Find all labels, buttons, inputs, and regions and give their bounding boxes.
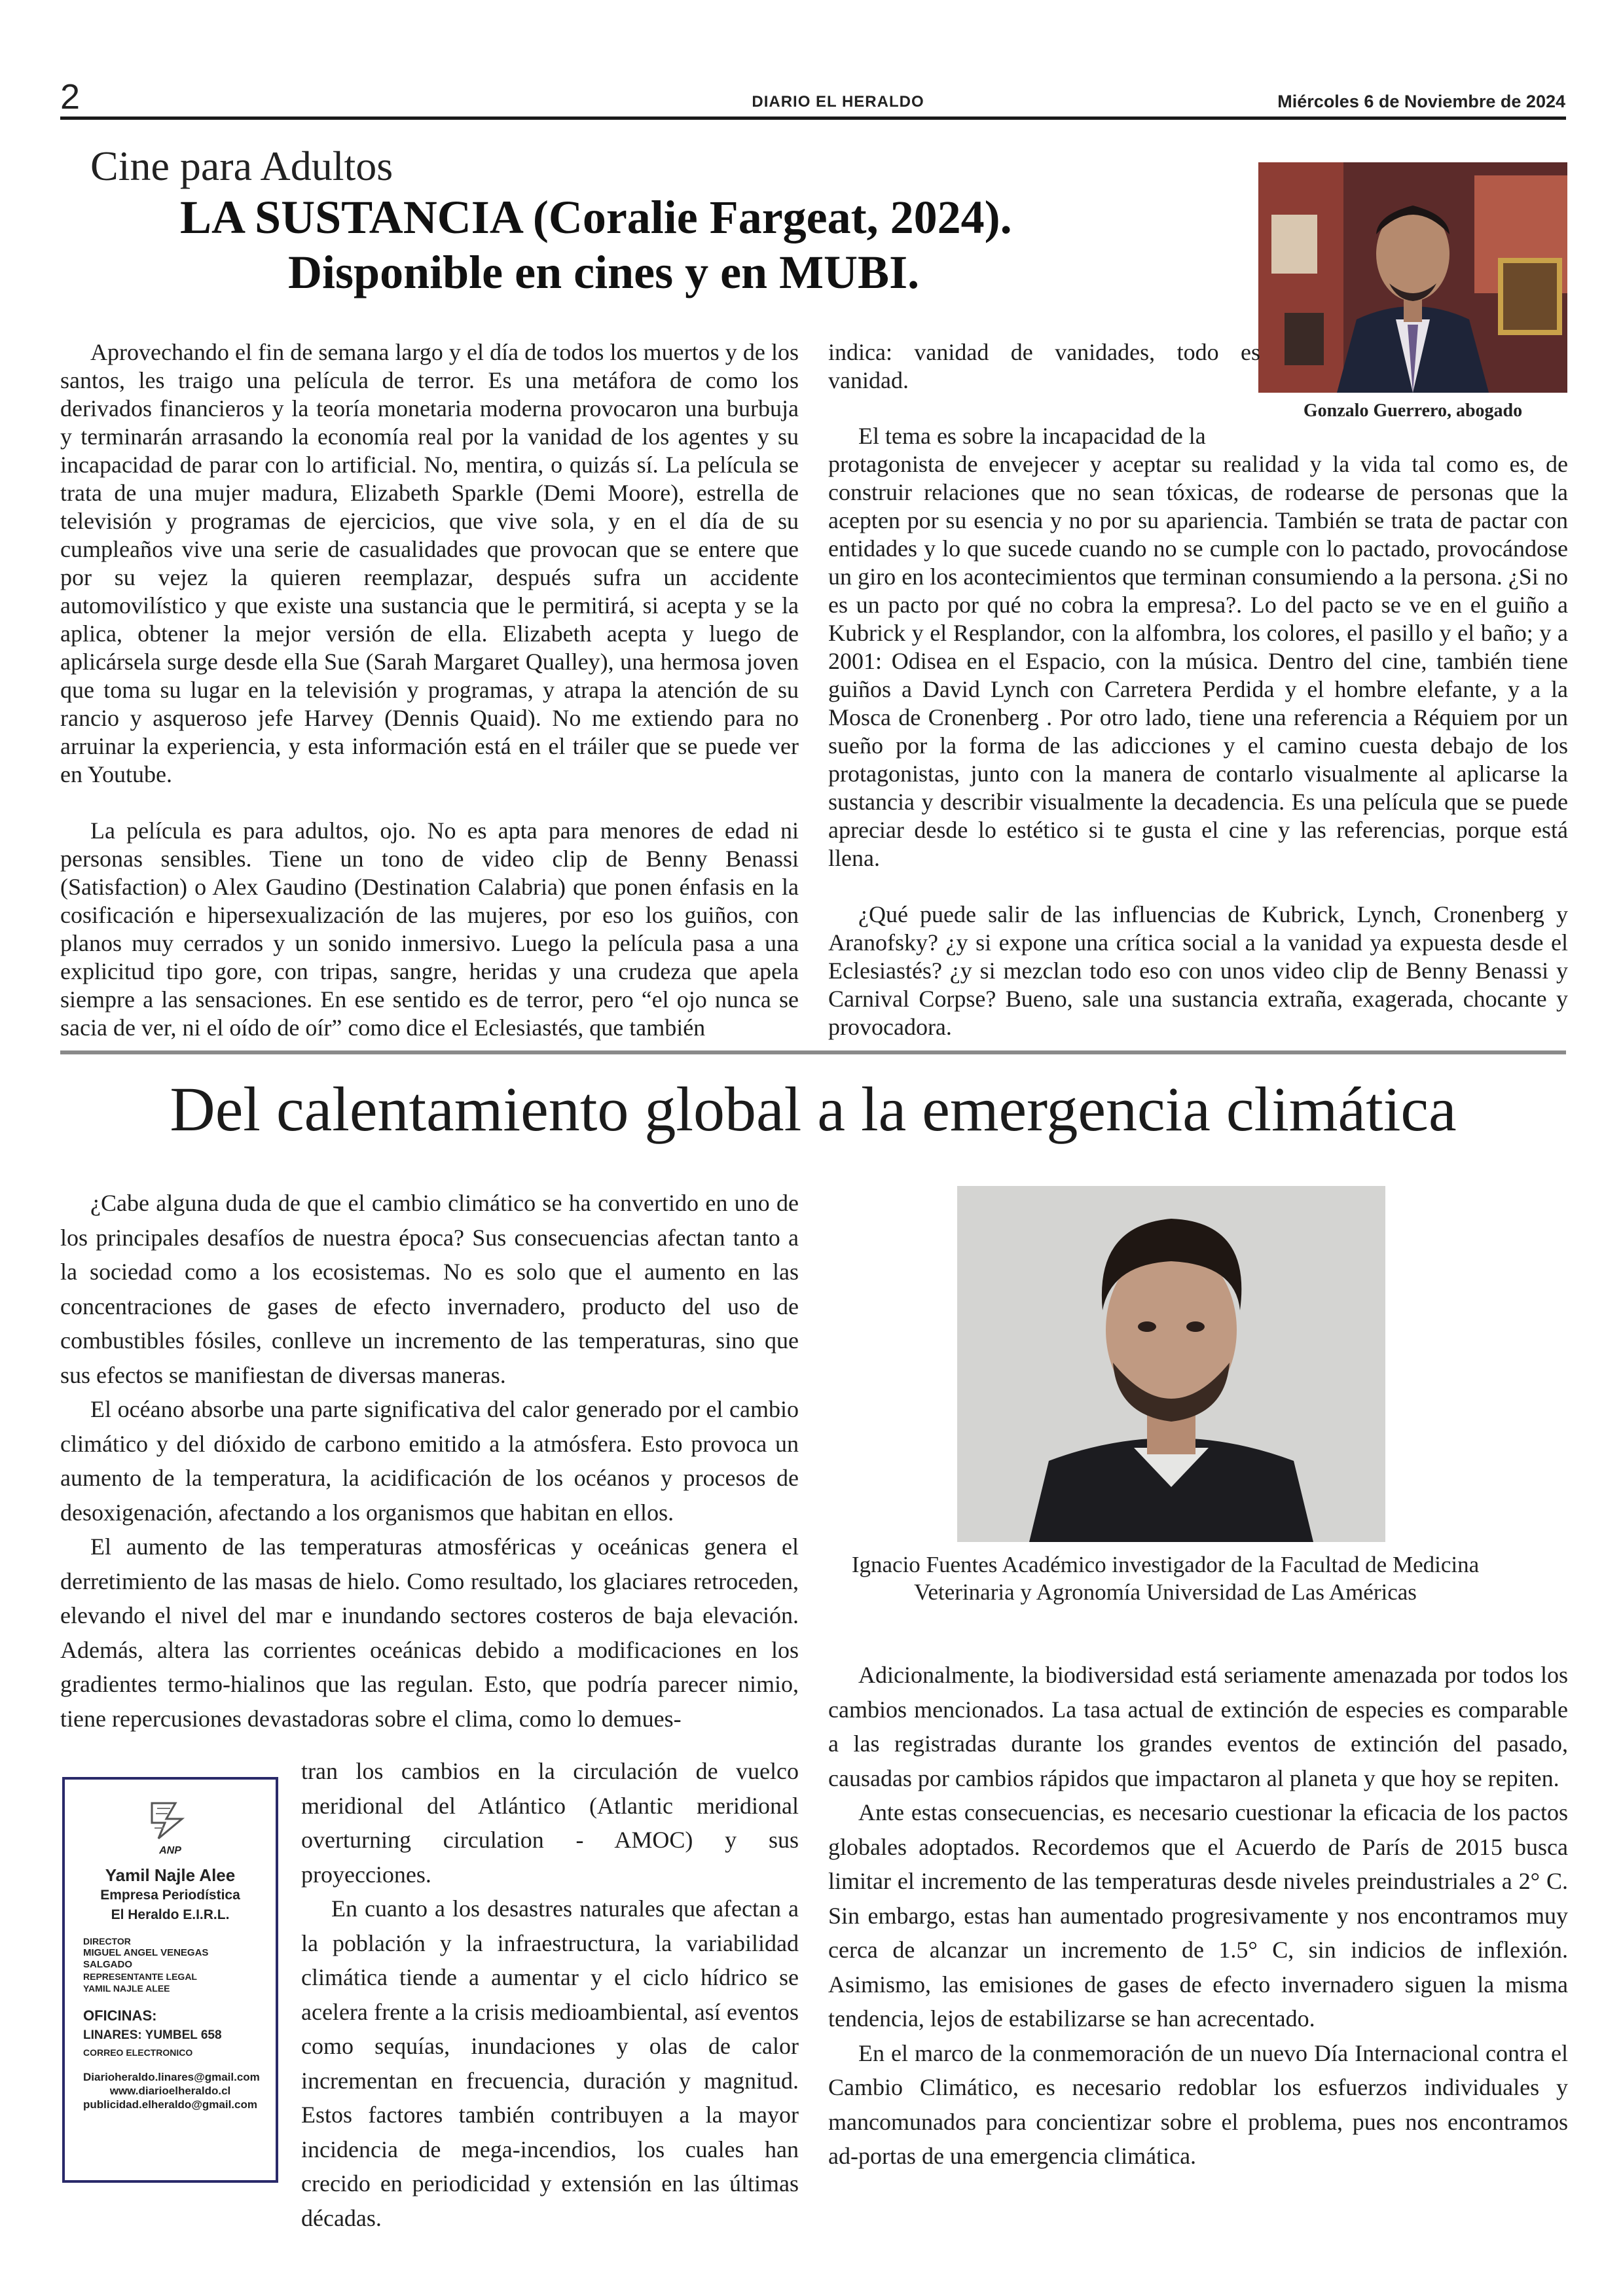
legal-rep-name: YAMIL NAJLE ALEE <box>83 1983 170 1994</box>
header-rule <box>60 117 1566 120</box>
article1-paragraph: protagonista de envejecer y aceptar su realidad y la vida tal como es, de construir relaciones que no sean tóxicas, de rodearse de personas que la acepten por su esencia y no por su apariencia. También se trata de pactar con entidades y lo que sucede cuando no se cumple con lo pactado, provocándose un giro en los acontecimientos que terminan consumiendo a la persona. ¿Si no es un pacto por qué no cobra la empresa?. Lo del pacto se ve en el guiño a Kubrick y el Resplandor, con la alfombra, los colores, el pasillo y el baño; y a 2001: Odisea en el Espacio, con la música. Dentro del cine, también tiene guiños a David Lynch con Carretera Perdida y el hombre elefante, y a la Mosca de Cronenberg . Por otro lado, tiene una referencia a Réquiem por un sueño por la forma de las adicciones y el camino cuesta debajo de los protagonistas, junto con la manera de contarlo visualmente al aplicarse la sustancia y describir visualmente la decadencia. Es una película que se puede apreciar desde lo estético si te gusta el cine y las referencias, porque está llena. <box>828 451 1568 871</box>
article2-paragraph: ¿Cabe alguna duda de que el cambio climático se ha convertido en uno de los principales desafíos de nuestra época? Sus consecuencias afectan tanto a la sociedad como a los ecosistemas. No es solo que el aumento en las concentraciones de gases de efecto invernadero, producto del uso de combustibles fósiles, conlleve un incremento de las temperaturas, sino que sus efectos se manifiestan de diversas maneras. <box>60 1190 799 1388</box>
article1-column2 <box>828 450 1568 1041</box>
article1-paragraph: ¿Qué puede salir de las influencias de Kubrick, Lynch, Cronenberg y Aranofsky? ¿y si expone una crítica social a la vanidad ya expuesta desde el Eclesiastés? ¿y si mezclan todo eso con unos video clip de Benny Benassi y Carnival Corpse? Bueno, sale una sustancia extraña, exagerada, chocante y provocadora. <box>828 901 1568 1040</box>
article1-paragraph: Aprovechando el fin de semana largo y el día de todos los muertos y de los santos, les traigo una película de terror. Es una metáfora de como los derivados financieros y la teoría monetaria moderna provocaron una burbuja y terminarán arrasando la economía real por la vanidad de los agentes y su incapacidad de parar con lo artificial. No, mentira, o quizás sí. La película se trata de una mujer madura, Elizabeth Sparkle (Demi Moore), estrella de televisión y programas de ejercicios, que vive sola, y en el día de su cumpleaños vive una serie de casualidades que provocan que se entere que por su vejez la quieren reemplazar, después sufra un accidente automovilístico y que existe una sustancia que le permitirá, si acepta y se la aplica, obtener la mejor versión de ella. Elizabeth acepta y luego de aplicársela surge desde ella Sue (Sarah Margaret Qualley), una hermosa joven que toma su lugar en la televisión y programas, y atrapa la atención de su rancio y asqueroso jefe Harvey (Dennis Quaid). No me extiendo para no arruinar la experiencia, y esta información está en el tráiler que se puede ver en Youtube. <box>60 339 799 787</box>
article2-paragraph: En el marco de la conmemoración de un nuevo Día Internacional contra el Cambio Climático, es necesario redoblar los esfuerzos individuales y mancomunados para concientizar sobre el problema, pues nos encontramos ad-portas de una emergencia climática. <box>828 2039 1568 2169</box>
director-name: MIGUEL ANGEL VENEGAS SALGADO <box>83 1947 209 1970</box>
publisher-name: Yamil Najle Alee <box>105 1865 236 1885</box>
anp-logo-text: ANP <box>159 1845 181 1856</box>
article1-title-line1: LA SUSTANCIA (Coralie Fargeat, 2024). <box>180 191 1012 243</box>
contact-email[interactable]: publicidad.elheraldo@gmail.com <box>83 2098 257 2111</box>
anp-logo-icon <box>149 1799 191 1842</box>
page-number: 2 <box>60 77 81 117</box>
article1-section: Cine para Adultos <box>90 143 393 189</box>
article1-title <box>180 190 1012 300</box>
issue-date: Miércoles 6 de Noviembre de 2024 <box>1277 92 1565 111</box>
author-photo-ignacio <box>957 1186 1385 1542</box>
email-label: CORREO ELECTRONICO <box>83 2047 193 2058</box>
article1-column2-fragment <box>828 422 1260 450</box>
author-photo-ignacio-image <box>957 1186 1385 1542</box>
author-photo-caption: Ignacio Fuentes Académico investigador de la Facultad de Medicina Veterinaria y Agronomía Universidad de Las Américas <box>851 1552 1480 1605</box>
article2-paragraph: Adicionalmente, la biodiversidad está seriamente amenazada por todos los cambios mencionados. La tasa actual de extinción de especies es comparable a las registradas durante los grandes eventos de extinción del pasado, causadas por cambios rápidos que impactaron al planeta y que hoy se repiten. <box>828 1662 1568 1791</box>
author-photo-gonzalo <box>1258 162 1567 393</box>
article2-paragraph: tran los cambios en la circulación de vuelco meridional del Atlántico (Atlantic meridional overturning circulation - AMOC) y sus proyecciones. <box>301 1758 799 1888</box>
newspaper-name: DIARIO EL HERALDO <box>752 93 924 111</box>
article2-column1 <box>60 1186 799 1736</box>
article1-column1 <box>60 338 799 1042</box>
director-label: DIRECTOR <box>83 1936 131 1946</box>
author-photo-caption: Gonzalo Guerrero, abogado <box>1303 401 1523 421</box>
contact-website[interactable]: www.diarioelheraldo.cl <box>109 2085 231 2097</box>
masthead-box <box>62 1777 278 2183</box>
contact-email[interactable]: Diarioheraldo.linares@gmail.com <box>83 2071 260 2083</box>
contact-list <box>83 2070 260 2111</box>
article2-paragraph: Ante estas consecuencias, es necesario cuestionar la eficacia de los pactos globales adoptados. Recordemos que el Acuerdo de París de 2015 busca limitar el incremento de las temperaturas desde niveles preindustriales a 2° C. Sin embargo, estas han aumentado progresivamente y nos encontramos muy cerca de alcanzar un incremento de 1.5° C, sin indicios de inflexión. Asimismo, las emisiones de gases de efecto invernadero siguen la misma tendencia, lejos de estabilizarse se han acrecentado. <box>828 1799 1568 2032</box>
article1-title-line2: Disponible en cines y en MUBI. <box>288 246 920 298</box>
company-name-line1: Empresa Periodística <box>100 1888 240 1903</box>
article1-paragraph: La película es para adultos, ojo. No es apta para menores de edad ni personas sensibles. Tiene un tono de video clip de Benny Benassi (Satisfaction) o Alex Gaudino (Destination Calabria) que ponen énfasis en la cosificación e hipersexualización de las mujeres, por eso los guiños, con planos muy cerrados y un sonido inmersivo. Luego la película pasa a una explicitud tipo gore, con tripas, sangre, heridas y una crudeza que apela siempre a las sensaciones. En ese sentido es de terror, pero “el ojo nunca se sacia de ver, ni el oído de oír” como dice el Eclesiastés, que también <box>60 817 799 1041</box>
author-photo-gonzalo-image <box>1258 162 1567 393</box>
section-divider <box>60 1050 1566 1054</box>
article2-title: Del calentamiento global a la emergencia climática <box>170 1074 1457 1144</box>
article1-paragraph: indica: vanidad de vanidades, todo es vanidad. <box>828 339 1260 393</box>
article2-column2 <box>828 1658 1568 2174</box>
article1-paragraph-start: El tema es sobre la incapacidad de la <box>858 423 1206 449</box>
legal-rep-label: REPRESENTANTE LEGAL <box>83 1971 197 1982</box>
company-name-line2: El Heraldo E.I.R.L. <box>111 1907 230 1922</box>
article1-column2-top <box>828 338 1260 395</box>
article2-paragraph: El océano absorbe una parte significativa del calor generado por el cambio climático y del dióxido de carbono emitido a la atmósfera. Esto provoca un aumento de la temperatura, la acidificación de los océanos y procesos de desoxigenación, afectando a los organismos que habitan en ellos. <box>60 1396 799 1526</box>
article2-column1-narrow <box>301 1754 799 2235</box>
article2-paragraph: En cuanto a los desastres naturales que afectan a la población y la infraestructura, la variabilidad climática tiende a aumentar y el ciclo hídrico se acelera frente a la crisis medioambiental, así eventos como sequías, inundaciones y olas de calor incrementan en frecuencia, duración y magnitud. Estos factores también contribuyen a la mayor incidencia de mega-incendios, los cuales han crecido en periodicidad y extensión en las últimas décadas. <box>301 1895 799 2231</box>
offices-address: LINARES: YUMBEL 658 <box>83 2028 222 2042</box>
offices-label: OFICINAS: <box>83 2007 157 2024</box>
article2-paragraph: El aumento de las temperaturas atmosféricas y oceánicas genera el derretimiento de las masas de hielo. Como resultado, los glaciares retroceden, elevando el nivel del mar e inundando sectores costeros de baja elevación. Además, altera las corrientes oceánicas debido a modificaciones en los gradientes termo-hialinos que las regulan. Esto, que podría parecer nimio, tiene repercusiones devastadoras sobre el clima, como lo demues- <box>60 1534 799 1732</box>
